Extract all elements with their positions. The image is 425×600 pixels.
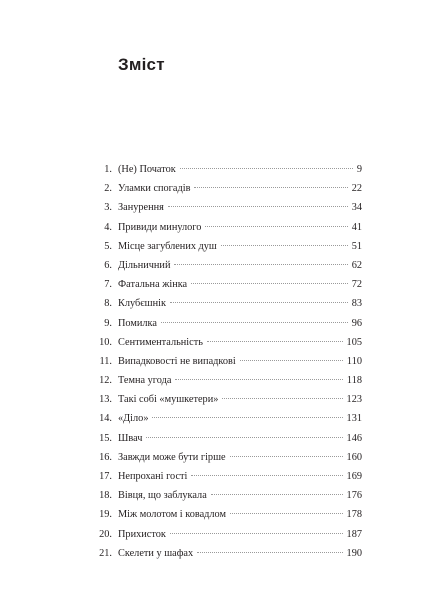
toc-entry-number: 14.: [99, 413, 112, 425]
toc-entry-page: 9: [356, 164, 362, 175]
toc-entry-title: «Діло»: [118, 413, 149, 425]
toc-entry-number: 7.: [104, 279, 112, 291]
toc-entry-page: 72: [351, 279, 362, 291]
toc-entry: [82, 314, 362, 333]
toc-entry-number: 8.: [104, 298, 112, 310]
toc-entry-page: 178: [346, 509, 362, 521]
toc-entry-title: (Не) Початок: [118, 164, 176, 175]
toc-entry-page: 190: [346, 547, 362, 559]
toc-entry-number: 21.: [99, 547, 112, 559]
toc-entry: [82, 198, 362, 217]
toc-entry-number: 16.: [99, 451, 112, 463]
toc-entry-number: 3.: [104, 202, 112, 214]
toc-entry: [82, 544, 362, 563]
toc-dot-leader: [170, 533, 343, 534]
toc-entry-title: Сентиментальність: [118, 336, 203, 348]
toc-entry-page: 169: [346, 471, 362, 482]
toc-entry-page: 96: [351, 317, 362, 329]
toc-entry-number: 13.: [99, 394, 112, 406]
toc-entry-number: 1.: [104, 164, 112, 175]
toc-entry: [82, 486, 362, 505]
toc-entry-page: 22: [351, 183, 362, 195]
toc-entry-number: 12.: [99, 375, 112, 387]
toc-dot-leader: [197, 552, 342, 553]
toc-dot-leader: [191, 283, 348, 284]
toc-entry: [82, 429, 362, 448]
toc-entry-page: 187: [346, 528, 362, 540]
toc-entry-number: 5.: [104, 240, 112, 252]
toc-entry: [82, 237, 362, 256]
toc-entry-page: 131: [346, 413, 362, 425]
toc-entry-number: 19.: [99, 509, 112, 521]
toc-entry-title: Місце загублених душ: [118, 240, 217, 252]
toc-entry-title: Такі собі «мушкетери»: [118, 394, 219, 406]
toc-entry: [82, 333, 362, 352]
toc-entry-title: Випадковості не випадкові: [118, 355, 236, 367]
toc-dot-leader: [221, 245, 348, 246]
toc-entry-number: 11.: [99, 355, 112, 367]
toc-entry: [82, 275, 362, 294]
page-title: Зміст: [118, 55, 165, 74]
toc-entry-page: 41: [351, 221, 362, 233]
toc-entry-number: 9.: [104, 317, 112, 329]
toc-entry-page: 118: [346, 375, 362, 387]
toc-dot-leader: [161, 322, 348, 323]
toc-entry-page: 105: [346, 336, 362, 348]
toc-entry: [82, 467, 362, 486]
toc-entry-title: Привиди минулого: [118, 221, 202, 233]
table-of-contents: [82, 160, 362, 563]
toc-dot-leader: [205, 226, 347, 227]
toc-entry-number: 4.: [104, 221, 112, 233]
toc-entry-number: 20.: [99, 528, 112, 540]
toc-entry-number: 18.: [99, 490, 112, 502]
toc-dot-leader: [180, 168, 353, 169]
toc-entry-number: 2.: [104, 183, 112, 195]
toc-entry-page: 110: [346, 355, 362, 367]
toc-entry-title: Темна угода: [118, 375, 172, 387]
toc-entry-title: Швач: [118, 432, 143, 444]
toc-entry-title: Між молотом і ковадлом: [118, 509, 226, 521]
toc-dot-leader: [222, 398, 342, 399]
toc-entry: [82, 505, 362, 524]
toc-entry: [82, 448, 362, 467]
toc-entry: [82, 409, 362, 428]
toc-entry: [82, 218, 362, 237]
toc-entry-page: 83: [351, 298, 362, 310]
toc-dot-leader: [211, 494, 343, 495]
toc-entry-page: 34: [351, 202, 362, 214]
toc-entry-title: Фатальна жінка: [118, 279, 188, 291]
toc-entry-page: 123: [346, 394, 362, 406]
toc-entry-title: Прихисток: [118, 528, 166, 540]
toc-entry: [82, 352, 362, 371]
toc-entry: [82, 256, 362, 275]
toc-dot-leader: [175, 379, 343, 380]
toc-entry-page: 62: [351, 259, 362, 271]
toc-entry-number: 15.: [99, 432, 112, 444]
toc-entry-title: Завжди може бути гірше: [118, 451, 226, 463]
toc-dot-leader: [152, 417, 342, 418]
toc-entry: [82, 179, 362, 198]
toc-dot-leader: [194, 187, 347, 188]
toc-entry-title: Занурення: [118, 202, 164, 214]
toc-entry-title: Дільничний: [118, 259, 171, 271]
toc-entry-title: Помилка: [118, 317, 157, 329]
toc-dot-leader: [146, 437, 342, 438]
toc-entry-title: Уламки спогадів: [118, 183, 191, 195]
toc-entry-page: 146: [346, 432, 362, 444]
toc-dot-leader: [230, 513, 343, 514]
toc-dot-leader: [240, 360, 343, 361]
toc-entry: [82, 371, 362, 390]
toc-entry-title: Скелети у шафах: [118, 547, 194, 559]
toc-entry-page: 176: [346, 490, 362, 502]
toc-dot-leader: [174, 264, 347, 265]
toc-dot-leader: [230, 456, 343, 457]
toc-entry: [82, 294, 362, 313]
toc-dot-leader: [207, 341, 343, 342]
toc-entry-page: 51: [351, 240, 362, 252]
toc-entry-number: 10.: [99, 336, 112, 348]
toc-entry-title: Вівця, що заблукала: [118, 490, 207, 502]
toc-entry: [82, 160, 362, 179]
toc-entry: [82, 390, 362, 409]
toc-dot-leader: [168, 206, 348, 207]
toc-dot-leader: [170, 302, 348, 303]
toc-entry: [82, 525, 362, 544]
toc-entry-number: 6.: [104, 259, 112, 271]
toc-dot-leader: [191, 475, 342, 476]
toc-entry-number: 17.: [99, 471, 112, 482]
toc-entry-title: Клубєшнік: [118, 298, 166, 310]
toc-entry-page: 160: [346, 451, 362, 463]
toc-entry-title: Непрохані гості: [118, 471, 188, 482]
